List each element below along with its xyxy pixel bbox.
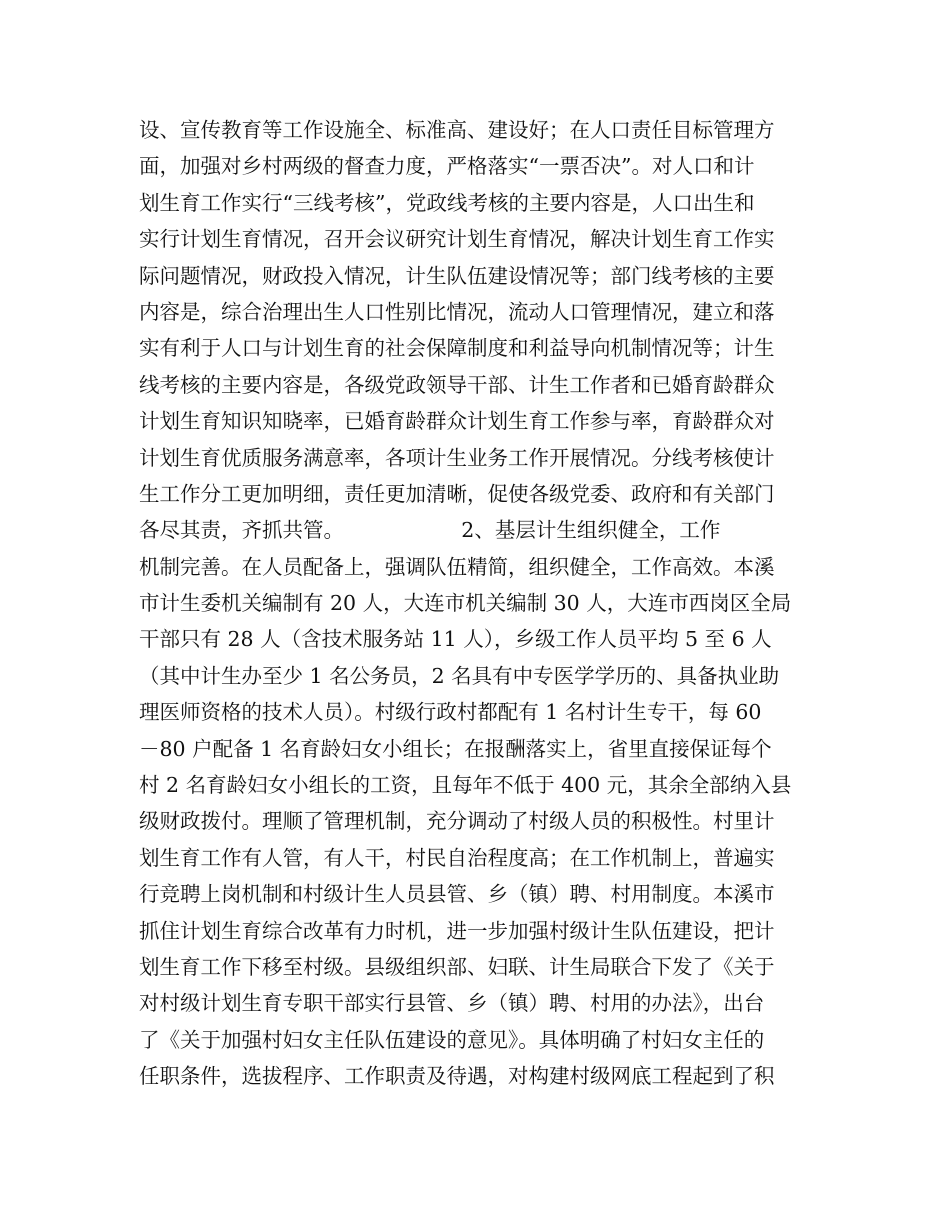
text-line: 各尽其责，齐抓共管。 2、基层计生组织健全，工作 — [139, 518, 721, 543]
text-line: 划生育工作实行“三线考核”，党政线考核的主要内容是，人口出生和 — [139, 190, 755, 215]
text-line: 划生育工作下移至村级。县级组织部、妇联、计生局联合下发了《关于 — [139, 954, 775, 979]
text-line: 行竞聘上岗机制和村级计生人员县管、乡（镇）聘、村用制度。本溪市 — [139, 882, 775, 907]
text-line: 生工作分工更加明细，责任更加清晰，促使各级党委、政府和有关部门 — [139, 481, 775, 506]
text-line: 实有利于人口与计划生育的社会保障制度和利益导向机制情况等；计生 — [139, 336, 775, 361]
text-line: 内容是，综合治理出生人口性别比情况，流动人口管理情况，建立和落 — [139, 299, 775, 324]
text-line: 际问题情况，财政投入情况，计生队伍建设情况等；部门线考核的主要 — [139, 263, 775, 288]
text-line: 面，加强对乡村两级的督查力度，严格落实“一票否决”。对人口和计 — [139, 154, 755, 179]
text-line: 计划生育优质服务满意率，各项计生业务工作开展情况。分线考核使计 — [139, 445, 775, 470]
text-line: 干部只有 28 人（含技术服务站 11 人），乡级工作人员平均 5 至 6 人 — [139, 627, 772, 652]
text-line: 线考核的主要内容是，各级党政领导干部、计生工作者和已婚育龄群众 — [139, 372, 775, 397]
text-line: 划生育工作有人管，有人干，村民自治程度高；在工作机制上，普遍实 — [139, 845, 775, 870]
text-line: －80 户配备 1 名育龄妇女小组长；在报酬落实上，省里直接保证每个 — [139, 736, 772, 761]
text-line: 抓住计划生育综合改革有力时机，进一步加强村级计生队伍建设，把计 — [139, 918, 775, 943]
body-text — [139, 112, 819, 1095]
text-line: 实行计划生育情况，召开会议研究计划生育情况，解决计划生育工作实 — [139, 227, 775, 252]
text-line: 计划生育知识知晓率，已婚育龄群众计划生育工作参与率，育龄群众对 — [139, 409, 775, 434]
text-line: 村 2 名育龄妇女小组长的工资，且每年不低于 400 元，其余全部纳入县 — [139, 773, 792, 798]
text-line: 设、宣传教育等工作设施全、标准高、建设好；在人口责任目标管理方 — [139, 118, 775, 142]
text-line: （其中计生办至少 1 名公务员，2 名具有中专医学学历的、具备执业助 — [139, 663, 780, 688]
text-line: 任职条件，选拔程序、工作职责及待遇，对构建村级网底工程起到了积 — [139, 1064, 775, 1089]
text-line: 市计生委机关编制有 20 人，大连市机关编制 30 人，大连市西岗区全局 — [139, 591, 792, 616]
text-line: 机制完善。在人员配备上，强调队伍精简，组织健全，工作高效。本溪 — [139, 554, 775, 579]
text-line: 级财政拨付。理顺了管理机制，充分调动了村级人员的积极性。村里计 — [139, 809, 775, 834]
text-line: 对村级计划生育专职干部实行县管、乡（镇）聘、村用的办法》，出台 — [139, 991, 765, 1016]
text-line: 理医师资格的技术人员）。村级行政村都配有 1 名村计生专干，每 60 — [139, 700, 762, 725]
text-line: 了《关于加强村妇女主任队伍建设的意见》。具体明确了村妇女主任的 — [139, 1027, 765, 1052]
